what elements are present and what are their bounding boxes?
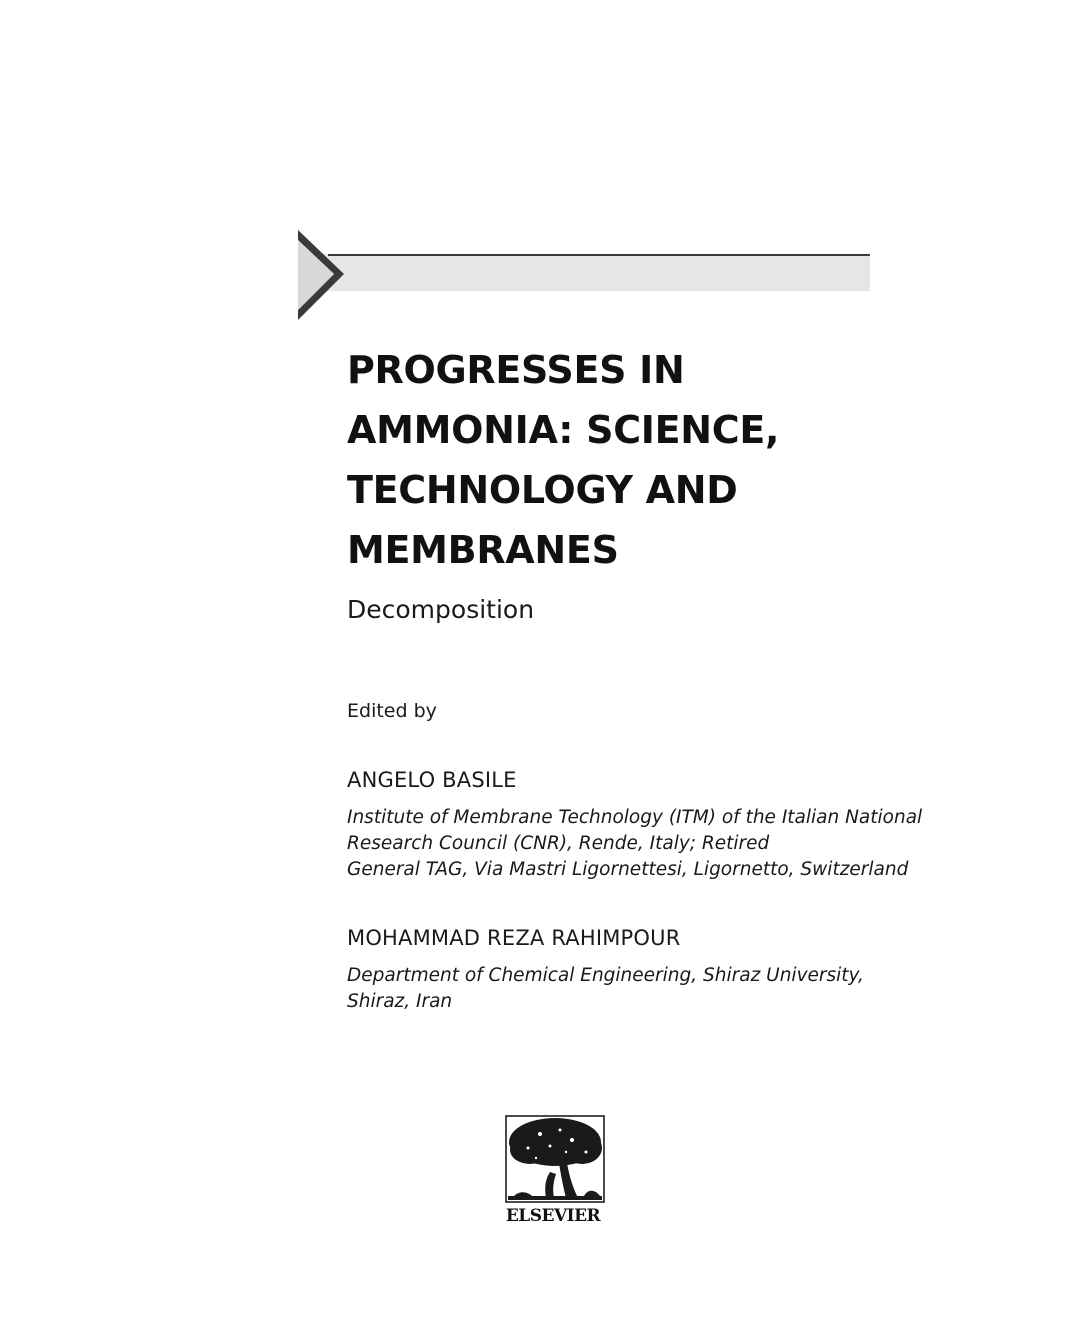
- affiliation-line: Department of Chemical Engineering, Shiraz University,: [347, 965, 864, 986]
- title-line-1: PROGRESSES IN: [347, 348, 685, 392]
- title-line-3: TECHNOLOGY AND: [347, 468, 738, 512]
- affiliation-line: General TAG, Via Mastri Ligornettesi, Ligornetto, Switzerland: [347, 859, 909, 880]
- title-line-2: AMMONIA: SCIENCE,: [347, 408, 780, 452]
- affiliation-line: Shiraz, Iran: [347, 991, 453, 1012]
- header-band: [298, 230, 870, 322]
- affiliation-line: Research Council (CNR), Rende, Italy; Retired: [347, 833, 770, 854]
- affiliation-line: Institute of Membrane Technology (ITM) of the Italian National: [347, 807, 923, 828]
- edited-by-label: Edited by: [347, 700, 437, 722]
- editor-name: MOHAMMAD REZA RAHIMPOUR: [347, 926, 681, 950]
- editor-name: ANGELO BASILE: [347, 768, 517, 792]
- title-line-4: MEMBRANES: [347, 528, 619, 572]
- publisher-name: ELSEVIER: [505, 1206, 601, 1226]
- chevron-band-graphic: [298, 230, 870, 322]
- editor-affiliation: [347, 963, 864, 1015]
- editor-affiliation: [347, 805, 922, 883]
- book-title: [347, 340, 907, 580]
- book-subtitle: Decomposition: [347, 595, 535, 624]
